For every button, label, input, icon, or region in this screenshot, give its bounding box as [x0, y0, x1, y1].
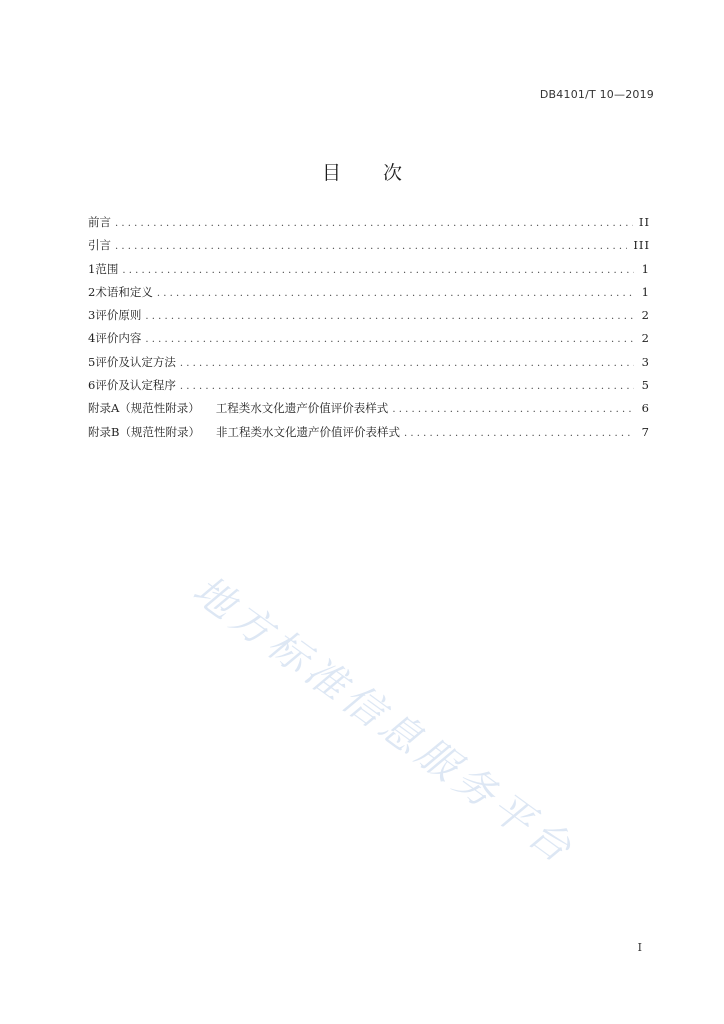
toc-entry-page: 3 [641, 354, 650, 369]
toc-entry-page: III [633, 238, 650, 253]
toc-entry-page: 2 [641, 331, 650, 346]
toc-entry-number: 2 [88, 284, 96, 299]
toc-leader-dots [122, 265, 634, 276]
toc-entry-number: 6 [88, 378, 96, 393]
toc-entry-subtitle: 非工程类水文化遗产价值评价表样式 [215, 424, 400, 439]
toc-entry-evaluation-principles[interactable] [88, 307, 650, 330]
toc-entry-evaluation-methods[interactable] [88, 354, 650, 377]
toc-entry-label: 评价原则 [95, 308, 142, 323]
toc-entry-foreword[interactable] [88, 214, 650, 237]
toc-entry-label: 引言 [88, 238, 111, 253]
toc-entry-page: 6 [641, 401, 650, 416]
toc-entry-page: 2 [641, 308, 650, 323]
toc-entry-label: 术语和定义 [95, 284, 153, 299]
toc-entry-evaluation-procedures[interactable] [88, 377, 650, 400]
toc-leader-dots [180, 381, 634, 392]
page-number: I [637, 941, 642, 954]
toc-entry-label: 附录A（规范性附录） [88, 401, 200, 416]
toc-entry-subtitle: 工程类水文化遗产价值评价表样式 [215, 401, 389, 416]
toc-leader-dots [115, 241, 627, 252]
toc-entry-terms-definitions[interactable] [88, 284, 650, 307]
document-code: DB4101/T 10—2019 [539, 88, 654, 101]
toc-entry-number: 1 [88, 261, 96, 276]
table-of-contents [88, 214, 650, 447]
toc-entry-appendix-a[interactable] [88, 400, 650, 423]
toc-leader-dots [404, 428, 634, 439]
toc-entry-number: 3 [88, 308, 96, 323]
toc-entry-introduction[interactable] [88, 237, 650, 260]
toc-entry-label: 评价及认定程序 [95, 378, 176, 393]
toc-leader-dots [115, 218, 633, 229]
toc-entry-page: 1 [641, 284, 650, 299]
toc-entry-page: II [638, 215, 650, 229]
toc-leader-dots [145, 311, 634, 322]
watermark: 地方标准信息服务平台 [184, 567, 584, 875]
toc-leader-dots [157, 288, 634, 299]
toc-entry-label: 评价及认定方法 [95, 354, 176, 369]
toc-leader-dots [145, 334, 634, 345]
toc-entry-label: 附录B（规范性附录） [88, 424, 200, 439]
toc-leader-dots [392, 404, 634, 415]
toc-entry-number: 4 [88, 331, 96, 346]
page-title: 目 次 [321, 162, 421, 184]
toc-entry-label: 评价内容 [95, 331, 142, 346]
toc-entry-label: 范围 [95, 261, 119, 276]
toc-entry-page: 1 [641, 261, 650, 276]
toc-entry-number: 5 [88, 354, 96, 369]
toc-entry-appendix-b[interactable] [88, 424, 650, 447]
toc-entry-scope[interactable] [88, 261, 650, 284]
toc-leader-dots [180, 358, 634, 369]
toc-entry-page: 5 [641, 378, 650, 393]
toc-entry-label: 前言 [88, 215, 111, 229]
toc-entry-page: 7 [641, 424, 650, 439]
toc-entry-evaluation-content[interactable] [88, 330, 650, 353]
